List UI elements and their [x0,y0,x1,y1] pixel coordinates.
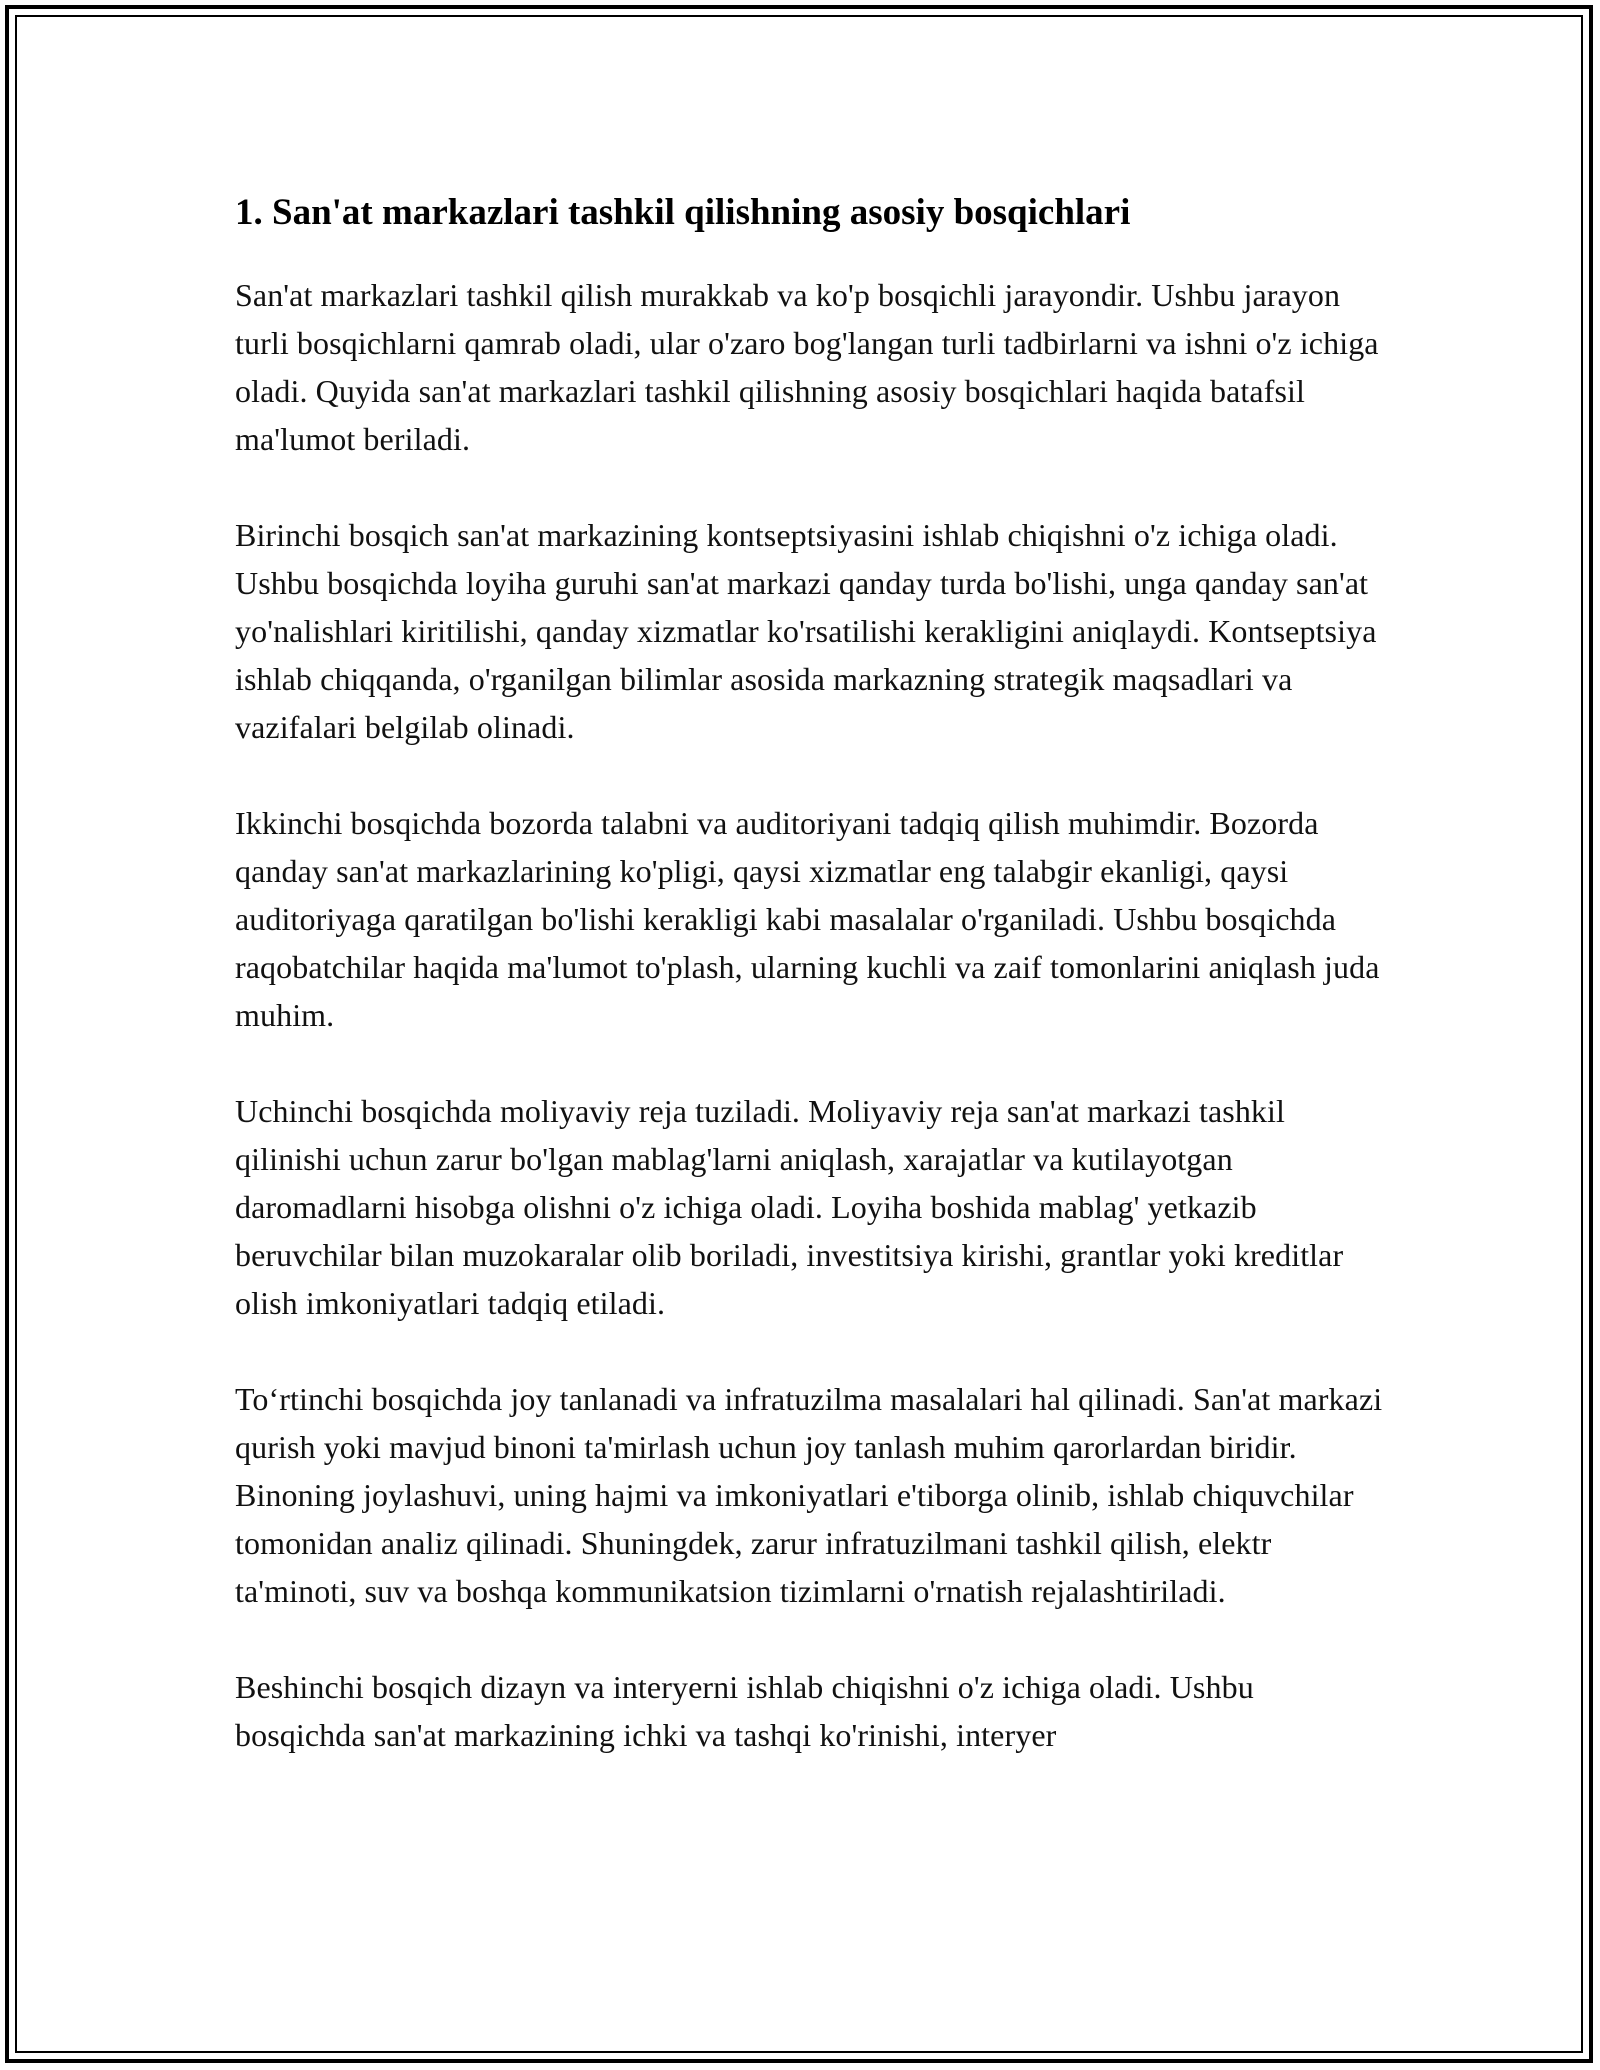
paragraph-stage-4: To‘rtinchi bosqichda joy tanlanadi va infratuzilma masalalari hal qilinadi. San'at markazi qurish yoki mavjud binoni ta'mirlash uchun joy tanlash muhim qarorlardan biridir. Binoning joylashuvi, uning hajmi va imkoniyatlari e'tiborga olinib, ishlab chiquvchilar tomonidan analiz qilinadi. Shuningdek, zarur infratuzilmani tashkil qilish, elektr ta'minoti, suv va boshqa kommunikatsion tizimlarni o'rnatish rejalashtiriladi. [235,1381,1383,1609]
paragraph-stage-1: Birinchi bosqich san'at markazining kontseptsiyasini ishlab chiqishni o'z ichiga oladi. Ushbu bosqichda loyiha guruhi san'at markazi qanday turda bo'lishi, unga qanday san'at yo'nalishlari kiritilishi, qanday xizmatlar ko'rsatilishi kerakligini aniqlaydi. Kontseptsiya ishlab chiqqanda, o'rganilgan bilimlar asosida markazning strategik maqsadlari va vazifalari belgilab olinadi. [235,517,1377,745]
paragraph-stage-3: Uchinchi bosqichda moliyaviy reja tuziladi. Moliyaviy reja san'at markazi tashkil qilinishi uchun zarur bo'lgan mablag'larni aniqlash, xarajatlar va kutilayotgan daromadlarni hisobga olishni o'z ichiga oladi. Loyiha boshida mablag' yetkazib beruvchilar bilan muzokaralar olib boriladi, investitsiya kirishi, grantlar yoki kreditlar olish imkoniyatlari tadqiq etiladi. [235,1093,1344,1321]
paragraph-intro: San'at markazlari tashkil qilish murakkab va ko'p bosqichli jarayondir. Ushbu jarayon turli bosqichlarni qamrab oladi, ular o'zaro bog'langan turli tadbirlarni va ishni o'z ichiga oladi. Quyida san'at markazlari tashkil qilishning asosiy bosqichlari haqida batafsil ma'lumot beriladi. [235,277,1379,457]
paragraph-stage-5: Beshinchi bosqich dizayn va interyerni ishlab chiqishni o'z ichiga oladi. Ushbu bosqichda san'at markazining ichki va tashqi ko'rinishi, interyer [235,1669,1254,1753]
section-heading: 1. San'at markazlari tashkil qilishning asosiy bosqichlari [235,192,1131,233]
document-body [235,185,1385,1759]
paragraph-stage-2: Ikkinchi bosqichda bozorda talabni va auditoriyani tadqiq qilish muhimdir. Bozorda qanday san'at markazlarining ko'pligi, qaysi xizmatlar eng talabgir ekanligi, qaysi auditoriyaga qaratilgan bo'lishi kerakligi kabi masalalar o'rganiladi. Ushbu bosqichda raqobatchilar haqida ma'lumot to'plash, ularning kuchli va zaif tomonlarini aniqlash juda muhim. [235,805,1380,1033]
